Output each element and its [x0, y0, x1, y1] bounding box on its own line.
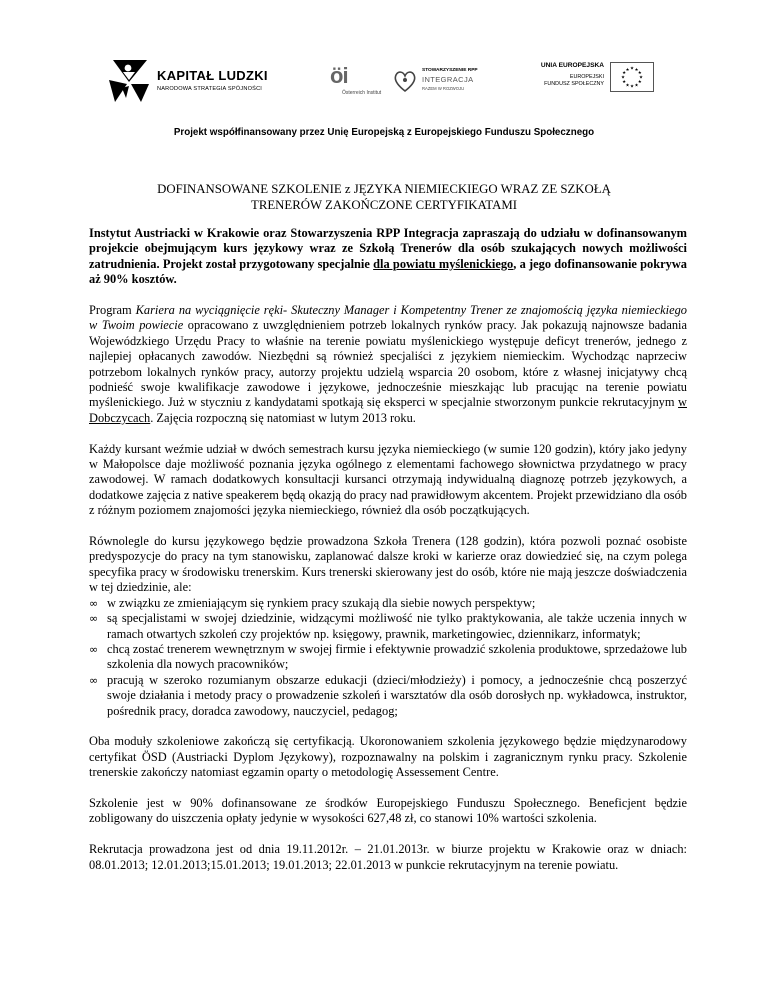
cofinancing-line: Projekt współfinansowany przez Unię Europejską z Europejskiego Funduszu Społecznego — [173, 127, 595, 138]
list-item — [89, 642, 687, 673]
trainer-list — [89, 596, 687, 719]
kapital-ludzki-title: KAPITAŁ LUDZKI — [157, 68, 268, 83]
osterreich-institut-logo — [328, 63, 382, 104]
eu-star-icon: ★ — [634, 83, 639, 89]
kapital-ludzki-logo — [107, 58, 287, 104]
program-body: opracowano z uwzględnieniem potrzeb lokalnych rynków pracy. Jak pokazują najnowsze badania Wojewódzkiego Urzędu Pracy to właśnie na terenie powiatu myślenickiego występuje deficyt trenerów, jednego z najlepiej opłacanych zawodów. Niezbędni są również specjaliści z językiem niemieckim. Wychodząc naprzeciw potrzebom lokalnych rynków pracy, autorzy projektu udzielą wsparcia 20 osobom, które z własnej inicjatywy chcą podnieść swoje kwalifikacje zawodowe i językowe, jednocześnie mieszkając lub pracując na terenie powiatu myślenickiego. Już w styczniu z kandydatami spotkają się eksperci w specjalnie stworzonym punkcie rekrutacyjnym — [89, 318, 687, 410]
integracja-line2: INTEGRACJA — [422, 75, 474, 84]
osterreich-institut-name: Österreich Institut — [342, 90, 382, 96]
eu-star-icon: ★ — [629, 66, 635, 72]
certification-paragraph: Oba moduły szkoleniowe zakończą się certyfikacją. Ukoronowaniem szkolenia językowego będzie międzynarodowy certyfikat ÖSD (Austriacki Dyplom Językowy), rozpoznawalny na polskim i zagranicznym rynku pracy. Szkolenie trenerskie zakończy natomiast egzamin oparty o metodologię Assessement Centre. — [89, 734, 687, 780]
eu-star-icon: ★ — [625, 83, 630, 89]
eu-star-icon: ★ — [634, 67, 639, 73]
funding-paragraph: Szkolenie jest w 90% dofinansowane ze środków Europejskiego Funduszu Społecznego. Beneficjent będzie zobligowany do uiszczenia opłaty jedynie w wysokości 627,48 zł, co stanowi 10% wartości szkolenia. — [89, 795, 687, 826]
list-item-text: w związku ze zmieniającym się rynkiem pracy szukają dla siebie nowych perspektyw; — [107, 595, 536, 610]
document-title — [80, 182, 688, 213]
kapital-ludzki-emblem-icon — [107, 58, 151, 104]
bullet-icon: ∞ — [89, 642, 99, 656]
program-name: Kariera na wyciągnięcie ręki- Skuteczny Manager i Kompetentny Trener ze znajomością języka niemieckiego w Twoim powiecie — [89, 303, 687, 333]
eu-flag-icon — [610, 62, 654, 92]
intro-text-1: Instytut Austriacki w Krakowie oraz Stowarzyszenia RPP Integracja zapraszają do udziału w dofinansowanym projekcie obejmującym kurs językowy wraz ze Szkołą Trenerów dla osób szukających nowych możliwości zatrudnienia. Projekt został przygotowany specjalnie — [89, 226, 687, 271]
intro-text-2: , a jego dofinansowanie pokrywa aż 90% kosztów. — [89, 256, 687, 287]
trainer-paragraph: Równolegle do kursu językowego będzie prowadzona Szkoła Trenera (128 godzin), która pozwoli poznać osobiste predyspozycje do pracy na tym stanowisku, zaplanować dalsze kroki w karierze oraz dowiedzieć się, na czym polega specyfika pracy w środowisku trenerskim. Kurs trenerski skierowany jest do osób, które nie mają jeszcze doświadczenia w tej dziedzinie, ale: — [89, 534, 687, 595]
heart-hands-icon — [392, 68, 418, 94]
eu-star-icon: ★ — [620, 75, 626, 81]
eu-star-icon: ★ — [625, 67, 630, 73]
list-item-text: są specjalistami w swojej dziedzinie, widzącymi możliwość nie tylko praktykowania, ale także uczenia innych w ramach otwartych szkoleń czy projektów np. księgowy, prawnik, marketingowiec, dziennikarz, informatyk; — [107, 611, 687, 641]
bullet-icon: ∞ — [89, 596, 99, 610]
ue-line2: EUROPEJSKI — [569, 74, 604, 80]
list-item — [89, 673, 687, 719]
osterreich-institut-mark: öi — [330, 63, 348, 88]
intro-underlined: dla powiatu myślenickiego — [373, 256, 514, 271]
list-item — [89, 596, 687, 611]
unia-europejska-logo — [516, 60, 666, 110]
list-item — [89, 611, 687, 642]
eu-star-icon: ★ — [622, 80, 627, 86]
integracja-line3: RAZEM W ROZWOJU — [422, 86, 465, 91]
program-suffix: . Zajęcia rozpoczną się natomiast w lutym 2013 roku. — [150, 410, 416, 425]
list-item-text: chcą zostać trenerem wewnętrznym w swojej firmie i efektywnie prowadzić szkolenia produktowe, sprzedażowe lub szkolenia dla nowych pracowników; — [107, 641, 687, 672]
title-line1: DOFINANSOWANE SZKOLENIE z JĘZYKA NIEMIECKIEGO WRAZ ZE SZKOŁĄ — [157, 182, 611, 196]
list-item-text: pracują w szeroko rozumianym obszarze edukacji (dzieci/młodzieży) i pomocy, a jednocześnie chcą poszerzyć swoje działania i metody pracy o prowadzenie szkoleń i warsztatów dla osób dorosłych np. wykładowca, instruktor, pośrednik pracy, doradca zawodowy, nauczyciel, pedagog; — [107, 672, 687, 718]
program-paragraph — [89, 303, 687, 426]
integracja-logo — [392, 66, 502, 102]
program-prefix: Program — [89, 303, 136, 318]
bullet-icon: ∞ — [89, 673, 99, 687]
document-body — [89, 226, 687, 888]
integracja-line1: STOWARZYSZENIE RPP — [422, 68, 478, 73]
eu-star-icon: ★ — [638, 75, 644, 81]
eu-star-icon: ★ — [629, 84, 635, 90]
ue-line1: UNIA EUROPEJSKA — [540, 62, 604, 69]
intro-paragraph — [89, 226, 687, 288]
recruitment-paragraph: Rekrutacja prowadzona jest od dnia 19.11.2012r. – 21.01.2013r. w biurze projektu w Krakowie oraz w dniach: 08.01.2013; 12.01.2013;15.01.2013; 19.01.2013; 22.01.2013 w punkcie rekrutacyjnym na terenie powiatu. — [89, 842, 687, 872]
eu-star-icon: ★ — [637, 80, 642, 86]
bullet-icon: ∞ — [89, 612, 99, 626]
ue-line3: FUNDUSZ SPOŁECZNY — [544, 81, 604, 87]
course-paragraph: Każdy kursant weźmie udział w dwóch semestrach kursu języka niemieckiego (w sumie 120 godzin), który jako jedyny w Małopolsce daje możliwość poznania języka ogólnego z elementami fachowego słownictwa przydatnego w pracy zawodowej. W ramach dodatkowych konsultacji kursanci otrzymają indywidualną diagnozę potrzeb językowych, a dodatkowe zajęcia z native speakerem będą okazją do pracy nad prawidłowym akcentem. Projekt przewidziano dla osób z różnym poziomem znajomości języka niemieckiego, również dla osób początkujących. — [89, 441, 687, 518]
eu-star-icon: ★ — [637, 71, 642, 77]
eu-star-icon: ★ — [622, 71, 627, 77]
program-location: w Dobczycach — [89, 395, 687, 425]
title-line2: TRENERÓW ZAKOŃCZONE CERTYFIKATAMI — [251, 197, 517, 212]
logo-bar — [0, 52, 768, 112]
kapital-ludzki-subtitle: NARODOWA STRATEGIA SPÓJNOŚCI — [157, 86, 263, 92]
